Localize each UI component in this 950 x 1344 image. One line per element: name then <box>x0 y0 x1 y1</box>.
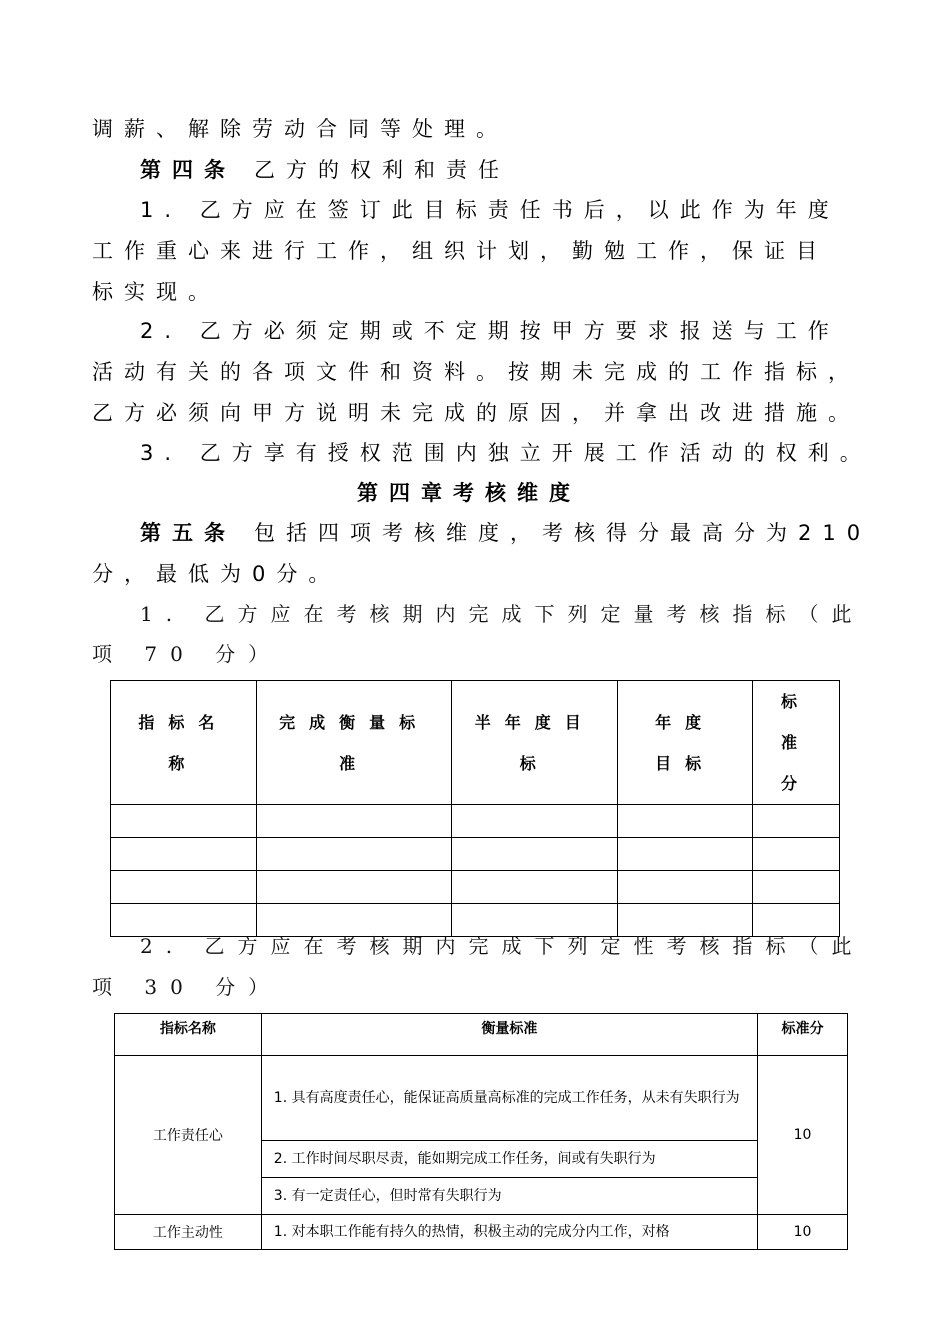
table-cell[interactable] <box>618 904 753 937</box>
qualitative-intro: 2. 乙方应在考核期内完成下列定性考核指标（此 <box>140 934 865 958</box>
table-cell[interactable] <box>256 904 452 937</box>
table-cell[interactable] <box>618 805 753 838</box>
header-standard-score: 标准分 <box>752 681 839 805</box>
paragraph-line: 调薪、解除劳动合同等处理。 <box>92 117 508 141</box>
table-cell[interactable] <box>452 805 618 838</box>
article-5-text: 包括四项考核维度，考核得分最高分为210 <box>254 521 872 545</box>
paragraph-line: 工作重心来进行工作，组织计划，勤勉工作，保证目 <box>92 239 828 263</box>
criteria-cell: 1. 具有高度责任心，能保证高质量高标准的完成工作任务，从未有失职行为 <box>261 1056 757 1141</box>
qualitative-indicator-table <box>114 1013 848 1250</box>
quantitative-intro: 1. 乙方应在考核期内完成下列定量考核指标（此 <box>140 602 865 626</box>
table-row <box>115 1056 848 1141</box>
criteria-cell: 1. 对本职工作能有持久的热情，积极主动的完成分内工作，对格 <box>261 1215 757 1250</box>
quantitative-indicator-table <box>110 680 840 937</box>
table-cell[interactable] <box>111 838 257 871</box>
paragraph-line: 1. 乙方应在签订此目标责任书后，以此作为年度 <box>140 198 840 222</box>
paragraph-line: 乙方必须向甲方说明未完成的原因，并拿出改进措施。 <box>92 401 860 425</box>
article-4-label: 第四条 <box>140 158 236 182</box>
table-cell[interactable] <box>752 805 839 838</box>
article-4-title: 乙方的权利和责任 <box>254 158 510 182</box>
criteria-cell: 2. 工作时间尽职尽责，能如期完成工作任务，间或有失职行为 <box>261 1141 757 1178</box>
table-cell[interactable] <box>452 904 618 937</box>
table-row <box>111 904 840 937</box>
article-4-heading <box>140 157 510 183</box>
article-5-label: 第五条 <box>140 521 236 545</box>
table-cell[interactable] <box>618 838 753 871</box>
paragraph-line: 2. 乙方必须定期或不定期按甲方要求报送与工作 <box>140 319 840 343</box>
table-cell[interactable] <box>752 871 839 904</box>
table-cell[interactable] <box>111 805 257 838</box>
header-criteria: 衡量标准 <box>261 1014 757 1056</box>
paragraph-line: 活动有关的各项文件和资料。按期未完成的工作指标， <box>92 360 860 384</box>
paragraph-line: 分，最低为0分。 <box>92 562 341 586</box>
table-cell[interactable] <box>256 871 452 904</box>
header-annual-target: 年度目标 <box>618 681 753 805</box>
table-cell[interactable] <box>752 838 839 871</box>
article-5-line <box>140 520 871 546</box>
paragraph-line: 3. 乙方享有授权范围内独立开展工作活动的权利。 <box>140 441 872 465</box>
table-row <box>115 1215 848 1250</box>
table-row <box>111 838 840 871</box>
paragraph-line: 标实现。 <box>92 280 220 304</box>
table-row <box>111 871 840 904</box>
indicator-name-cell: 工作主动性 <box>115 1215 262 1250</box>
chapter-4-heading: 第四章考核维度 <box>357 481 581 505</box>
criteria-cell: 3. 有一定责任心，但时常有失职行为 <box>261 1178 757 1215</box>
table-cell[interactable] <box>618 871 753 904</box>
header-indicator-name: 指标名称 <box>115 1014 262 1056</box>
table-row <box>111 805 840 838</box>
header-half-year-target: 半年度目标 <box>452 681 618 805</box>
header-indicator-name: 指标名称 <box>111 681 257 805</box>
table-cell[interactable] <box>752 904 839 937</box>
qualitative-intro-score: 项 30 分） <box>92 975 282 999</box>
table-cell[interactable] <box>256 805 452 838</box>
score-cell: 10 <box>758 1215 848 1250</box>
table-cell[interactable] <box>111 904 257 937</box>
header-completion-standard: 完成衡量标准 <box>256 681 452 805</box>
table-cell[interactable] <box>111 871 257 904</box>
header-standard-score: 标准分 <box>758 1014 848 1056</box>
quantitative-intro-score: 项 70 分） <box>92 642 282 666</box>
table-cell[interactable] <box>452 838 618 871</box>
score-cell: 10 <box>758 1056 848 1215</box>
table-cell[interactable] <box>452 871 618 904</box>
table-cell[interactable] <box>256 838 452 871</box>
indicator-name-cell: 工作责任心 <box>115 1056 262 1215</box>
